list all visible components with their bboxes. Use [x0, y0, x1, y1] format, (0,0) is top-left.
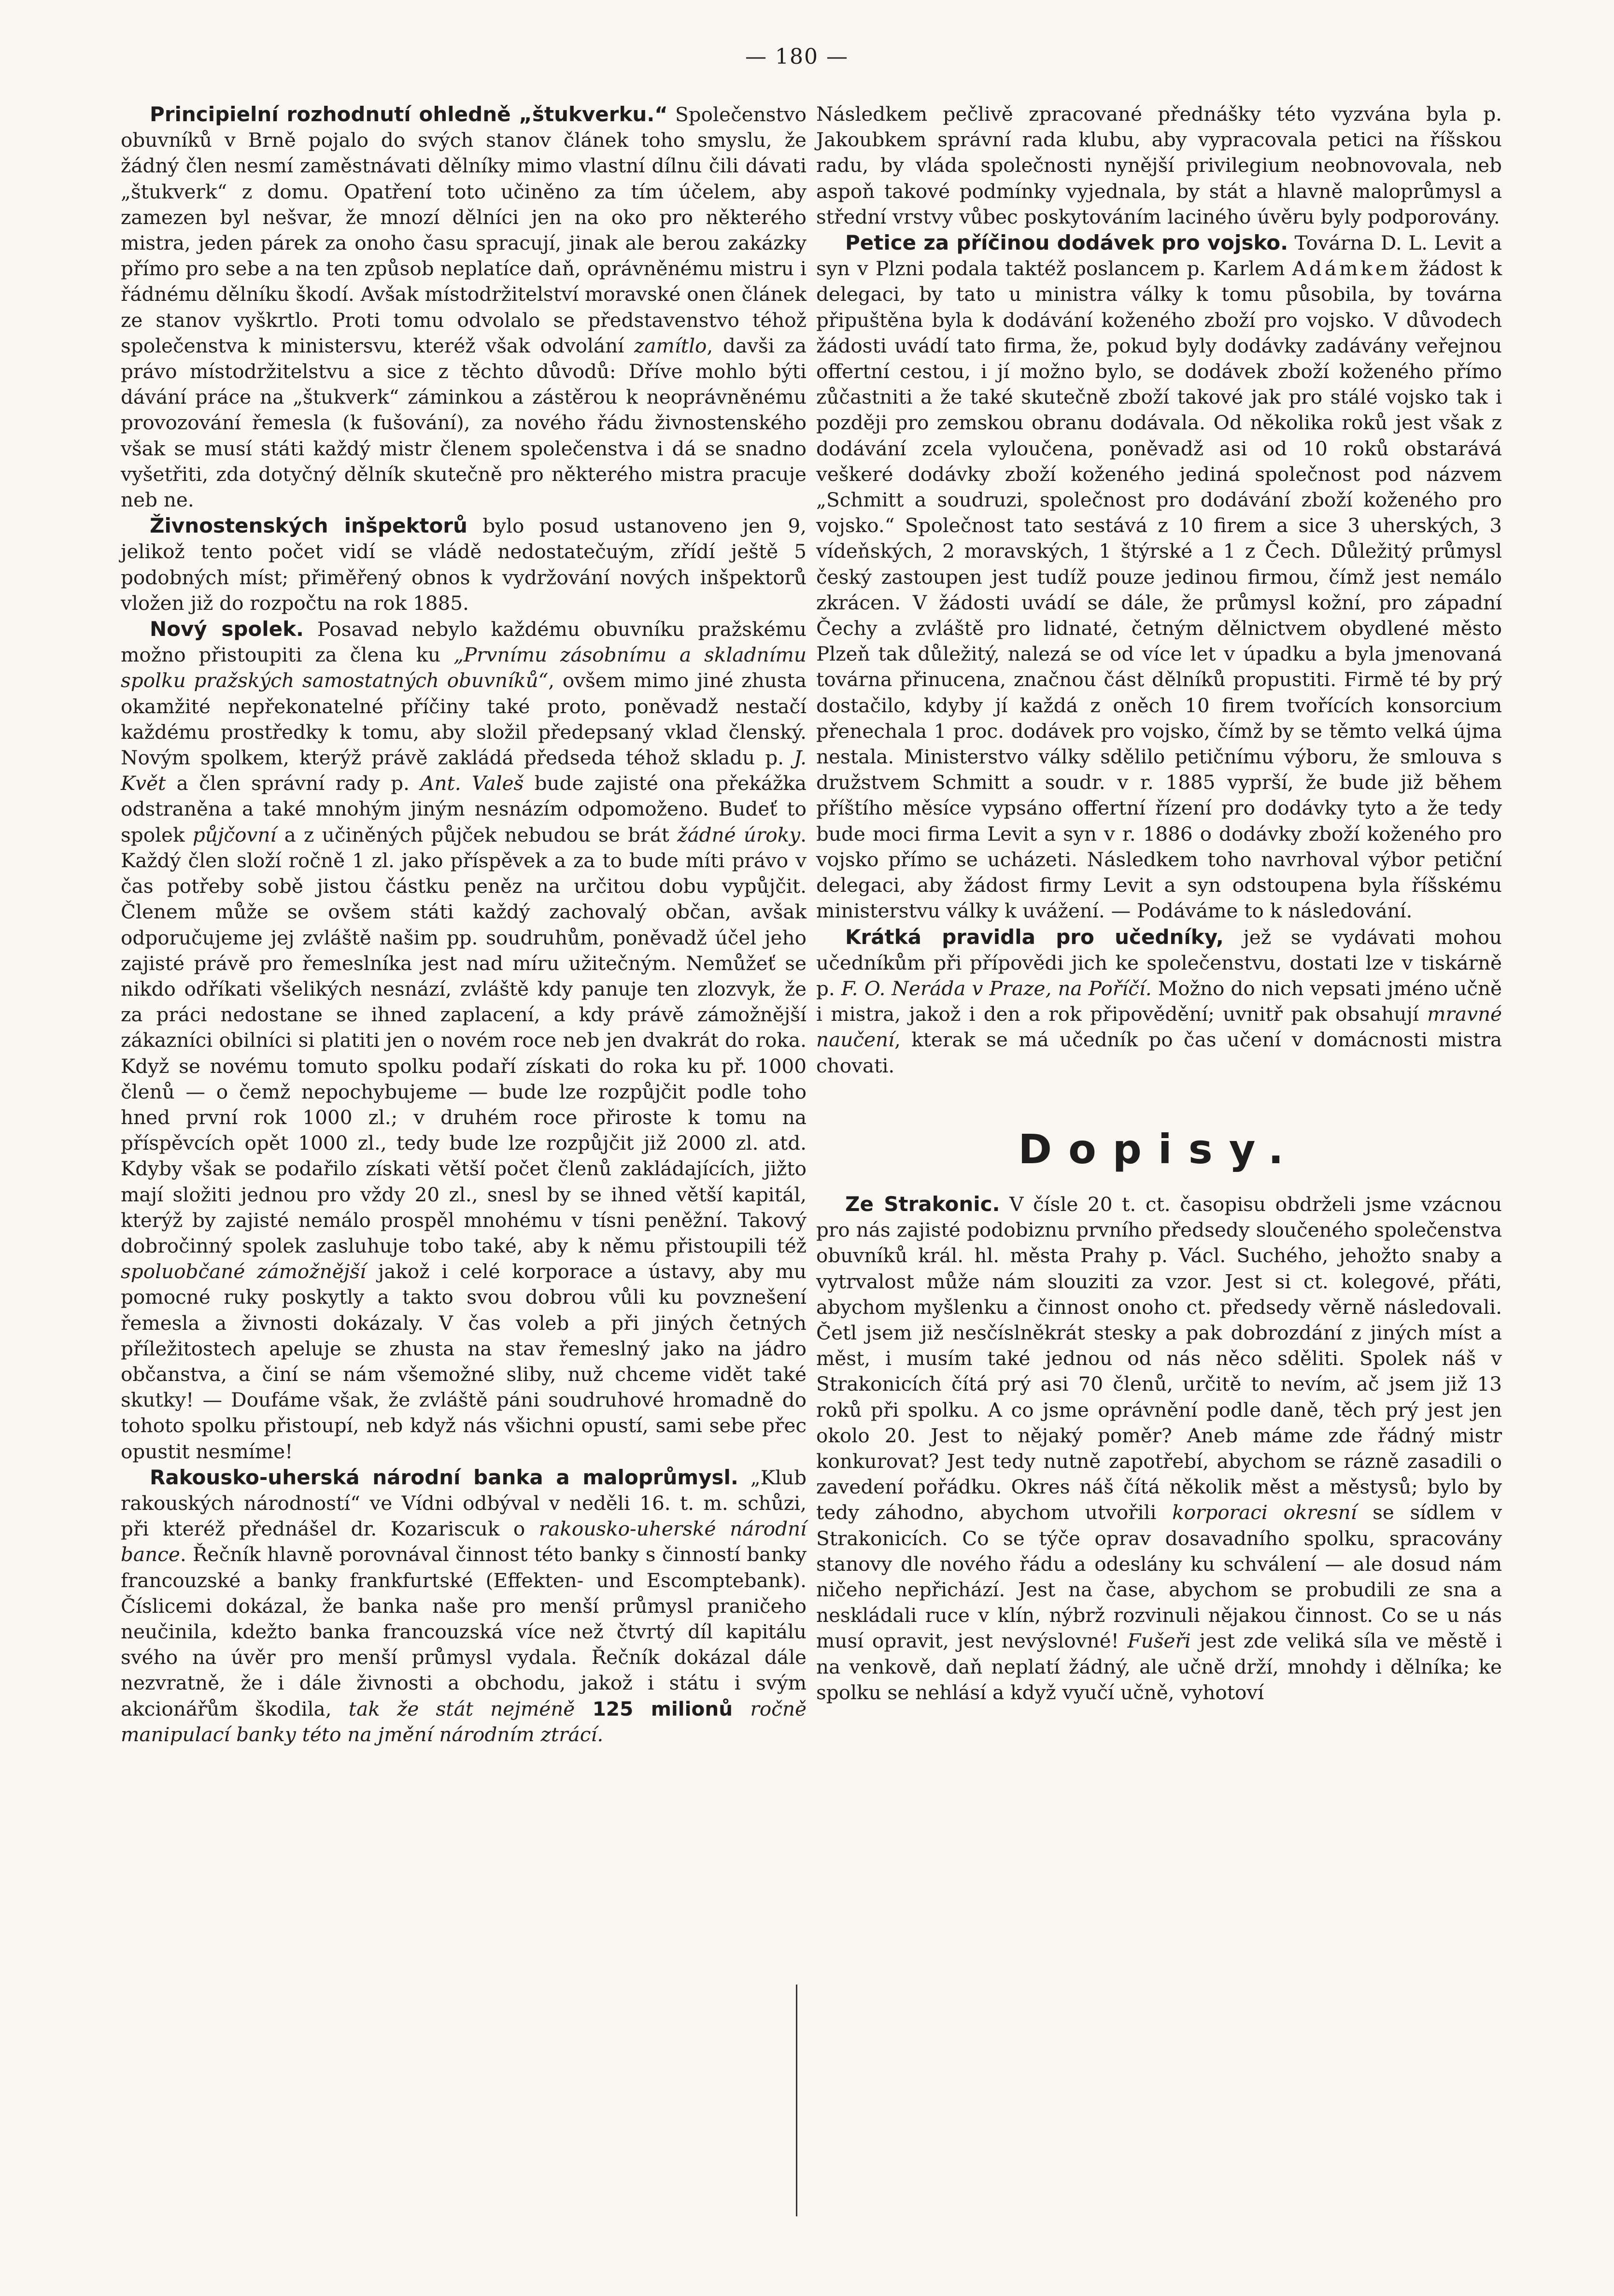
- page-number: — 180 —: [745, 44, 849, 69]
- article-text: „Klub rakouských národností“ ve Vídni odbýval v neděli 16. t. m. schůzi, při kteréž přednášel dr. Kozariscuk o: [121, 1465, 807, 1541]
- left-column: [121, 101, 807, 1747]
- column-rule: [796, 1985, 797, 2216]
- article-heading: Ze Strakonic.: [845, 1192, 1000, 1216]
- article-heading: Krátká pravidla pro učedníky,: [845, 925, 1224, 949]
- article-text: bude zajisté ona překážka odstraněna a také mnohým jiným nesnázím odpomoženo. Budeť to spolek: [121, 772, 807, 846]
- article-text: Posavad nebylo každému obuvníku pražskému možno přistoupiti za člena ku: [121, 618, 807, 667]
- article-heading: Rakousko-uherská národní banka a maloprůmysl.: [150, 1465, 738, 1489]
- right-column: [816, 101, 1502, 1705]
- article-emphasis: tak že stát nejméně: [348, 1697, 575, 1720]
- article-text: . Řečník hlavně porovnával činnost této banky s činností banky francouzské a banky frankfurtské (Effekten- und Escomptebank). Číslicemi dokázal, že banka naše pro menší průmysl praničeho neučinila, kdežto banka francouzská více než čtvrtý díl kapitálu svého na úvěr pro menší průmysl vydala. Řečník dokázal dále nezvratně, že i dále živnosti a obchodu, jakož i státu i svým akcionářům škodila,: [121, 1543, 807, 1720]
- article-text: , kterak se má učedník po čas učení v domácnosti mistra chovati.: [816, 1028, 1502, 1077]
- article-petition: [816, 230, 1502, 924]
- article-emphasis: zamítlo: [634, 334, 707, 357]
- article-text: Možno do nich vepsati jméno učně i mistra, jakož i den a rok připovědění; uvnitř pak obsahují: [816, 976, 1502, 1026]
- article-text: a člen správní rady p.: [166, 772, 421, 795]
- article-text: jest zde veliká síla ve městě i na venkově, daň neplatí žádný, ale učně drží, mnohdy i dělníka; ke spolku se nehlásí a když vyučí učně, vyhotoví: [816, 1629, 1502, 1704]
- article-text: bylo posud ustanoveno jen 9, jelikož tento počet vidí se vládě nedostatečuým, zřídí ještě 5 podobných míst; přiměřený obnos k vydržování nových inšpektorů vložen již do rozpočtu na rok 1885.: [121, 514, 807, 615]
- article-stukverk: [121, 101, 807, 513]
- article-emphasis: půjčovní: [192, 823, 277, 846]
- article-text: Společenstvo obuvníků v Brně pojalo do svých stanov článek toho smyslu, že žádný člen nesmí zaměstnávati dělníky mimo vlastní dílnu čili dávati „štukverk“ z domu. Opatření toto učiněno za tím účelem, aby zamezen byl nešvar, že mnozí dělníci jen na oko pro některého mistra, jeden párek za onoho času spracují, jinak ale berou zakázky přímo pro sebe a na ten způsob neplatíce daň, oprávněnému mistru i řádnému dělníku škodí. Avšak místodržitelství moravské onen článek ze stanov vyškrtlo. Proti tomu odvolalo se představenstvo téhož společenstva k ministersvu, kteréž však odvolání: [121, 103, 807, 357]
- article-emphasis: ročně manipulací banky této na jmění národním ztrácí.: [121, 1697, 807, 1746]
- article-text: , ovšem mimo jiné zhusta okamžité nepřekonatelné příčiny také proto, poněvadž nestačí každému prostředky k tomu, aby složil předepsaný vklad členský. Novým spolkem, kterýž právě zakládá předseda téhož skladu p.: [121, 669, 807, 770]
- article-emphasis: Ant. Valeš: [420, 772, 524, 795]
- article-bold: 125 milionů: [575, 1697, 750, 1720]
- article-text: V čísle 20 t. ct. časopisu obdrželi jsme vzácnou pro nás zajisté podobiznu prvního předsedy sloučeného společenstva obuvníků král. hl. města Prahy p. Václ. Suchého, jehožto snaby a vytrvalost může nám slouziti za vzor. Jest si ct. kolegové, přáti, abychom myšlenku a činnost onoho ct. předsedy věrně následovali. Četl jsem již nesčíslněkrát stesky a pak dobrozdání z jiných míst a měst, i musím také jednou od nás něco sděliti. Spolek náš v Strakonicích čítá prý asi 70 členů, určitě to nevím, ač jsem již 13 roků při spolku. A co jsme oprávnění podle daně, těch prý jest jen okolo 20. Jest to nějaký poměr? Aneb máme zde řádný mistr konkurovat? Jest tedy nutně zapotřebí, abychom se rázně zasadili o zavedení pořádku. Okres náš čítá několik měst a městysů; bylo by tedy záhodno, abychom utvořili: [816, 1192, 1502, 1524]
- article-text: a z učiněných půjček nebudou se brát: [276, 823, 678, 846]
- article-new-society: [121, 616, 807, 1465]
- article-text: jež se vydávati mohou učedníkům při přípovědi jich ke společenstvu, dostati lze v tiskárně p.: [816, 925, 1502, 1000]
- article-spaced: Adámkem: [1292, 257, 1412, 281]
- article-emphasis: žádné úroky: [677, 823, 801, 846]
- article-heading: Petice za příčinou dodávek pro vojsko.: [845, 231, 1288, 255]
- article-text: žádost k delegaci, by tato u ministra války k tomu působila, by továrna připuštěna byla k dodávání koženého zboží pro vojsko. V důvodech žádosti uvádí tato firma, že, pokud byly dodávky zadávány veřejnou offertní cestou, i jí možno bylo, se dodávek zboží koženého přímo zůčastniti a že také skutečně zboží takové jak pro stálé vojsko tak i později pro zemskou obranu dodávala. Od několika roků jest však z dodávání zcela vyloučena, poněvadž asi od 10 roků obstarává veškeré dodávky zboží koženého jediná společnost pod názvem „Schmitt a soudruzi, společnost pro dodávání zboží koženého pro vojsko.“ Společnost tato sestává z 10 firem a sice 3 uherských, 3 vídeňských, 2 moravských, 1 štýrské a 1 z Čech. Důležitý průmysl český zastoupen jest tudíž pouze jedinou firmou, čímž jest nemálo zkrácen. V žádosti uvádí se dále, že průmysl kožní, pro západní Čechy a zvláště pro lidnaté, četným dělnictvem obydlené město Plzeň tak důležitý, nalezá se od více let v úpadku a byla jmenovaná továrna přinucena, značnou část dělníků propustiti. Firmě té by prý dostačilo, kdyby jí každá z oněch 10 firem tvořících konsorcium přenechala 1 proc. dodávek pro vojsko, čímž by se těmto velká újma nestala. Ministerstvo války sdělilo petičnímu výboru, že smlouva s družstvem Schmitt a soudr. v r. 1885 vyprší, že bude již během příštího měsíce vypsáno offertní řízení pro dodávky tyto a že tedy bude moci firma Levit a syn v r. 1886 o dodávky zboží koženého pro vojsko přímo se ucházeti. Následkem toho navrhoval výbor petiční delegaci, aby žádost firmy Levit a syn odstoupena byla říšskému ministerstvu války k uvážení. — Podáváme to k následování.: [816, 257, 1502, 923]
- article-text: Továrna D. L. Levit a syn v Plzni podala taktéž poslancem p. Karlem: [816, 231, 1502, 281]
- article-emphasis: spoluobčané zámožnější: [121, 1260, 366, 1283]
- article-apprentice-rules: [816, 924, 1502, 1079]
- article-emphasis: F. O. Neráda v Praze, na Poříčí.: [841, 976, 1152, 1000]
- article-text: , davši za právo místodržitelstvu a sice z těchto důvodů: Dříve mohlo býti dávání práce na „štukverk“ záminkou a zástěrou k neoprávněnému provozování řemesla (k fušování), za nového řádu živnostenského však se musí státi každý mistr členem společenstva i dá se snadno vyšetřiti, zda dotyčný dělník skutečně pro některého mistra pracuje neb ne.: [121, 334, 807, 512]
- article-text: Následkem pečlivě zpracované přednášky této vyzvána byla p. Jakoubkem správní rada klubu, aby vypracovala petici na říšskou radu, by vláda společnosti nynější privilegium neobnovovala, neb aspoň takové podmínky vyjednala, by stát a hlavně maloprůmysl a střední vrstvy vůbec poskytováním laciného úvěru byly podporovány.: [816, 102, 1502, 228]
- article-inspectors: [121, 513, 807, 616]
- article-strakonice: [816, 1191, 1502, 1705]
- article-heading: Nový spolek.: [150, 617, 304, 641]
- article-emphasis: Fušeři: [1127, 1629, 1191, 1653]
- article-heading: Principielní rozhodnutí ohledně „štukverku.“: [150, 102, 668, 126]
- article-text: se sídlem v Strakonicích. Co se týče oprav dosavadního spolku, spracovány stanovy dle nového řádu a odeslány ku schválení — ale dosud nám ničeho nepřichází. Jest na čase, abychom se probudili ze sna a neskládali ruce v klín, nýbrž rozvinuli nějakou činnost. Co se u nás musí opravit, jest nevýslovné!: [816, 1501, 1502, 1653]
- article-emphasis: „Prvnímu zásobnímu a skladnímu spolku pražských samostatných obuvníků“: [121, 643, 807, 692]
- article-emphasis: rakousko-uherské národní bance: [121, 1517, 807, 1566]
- article-text: . Každý člen složí ročně 1 zl. jako příspěvek a za to bude míti právo v čas potřeby sobě jistou částku peněz na určitou dobu vypůjčit. Členem může se ovšem státi každý zachovalý občan, avšak odporučujeme jej zvláště našim pp. soudruhům, poněvadž účel jeho zajisté právě pro řemeslníka jest nad míru užitečným. Nemůžeť se nikdo odříkati všelikých nesnází, zvláště kdy panuje ten zlozvyk, že za práci nedostane se ihned zaplacení, a kdy právě zámožnější zákazníci obilníci si platiti jen o novém roce neb jen dvakrát do roka. Když se novému tomuto spolku podaří získati do roka ku př. 1000 členů — o čemž nepochybujeme — bude lze rozpůjčit podle toho hned první rok 1000 zl.; v druhém roce přiroste k tomu na příspěvcích opět 1000 zl., tedy bude lze rozpůjčit již 2000 zl. atd. Kdyby však se podařilo získati větší počet členů zakládajících, jižto mají složiti jednou pro vždy 20 zl., snesl by se ihned větší kapitál, kterýž by zajisté nemálo prospěl mnohému v tísni peněžní. Takový dobročinný spolek zasluhuje tobo také, aby k němu přistoupili též: [121, 823, 807, 1257]
- article-emphasis: J. Květ: [121, 746, 807, 795]
- article-emphasis: korporaci okresní: [1172, 1501, 1357, 1524]
- article-national-bank-continued: [816, 101, 1502, 230]
- article-national-bank: [121, 1465, 807, 1747]
- article-emphasis: mravné naučení: [816, 1002, 1502, 1052]
- article-text: jakož i celé korporace a ústavy, aby mu pomocné ruky poskytly a takto svou dobrou vůli ku povznešení řemesla a živnosti dokázaly. V čas voleb a při jiných četných příležitostech apeluje se zhusta na stav řemeslný jako na jádro občanstva, a činí se nám všemožné sliby, nuž chceme vidět také skutky! — Doufáme však, že zvláště páni soudruhové hromadně do tohoto spolku přistoupí, neb když nás všichni opustí, sami sebe přec opustit nesmíme!: [121, 1260, 807, 1463]
- section-title: Dopisy.: [1018, 1125, 1300, 1173]
- article-heading: Živnostenských inšpektorů: [150, 514, 467, 538]
